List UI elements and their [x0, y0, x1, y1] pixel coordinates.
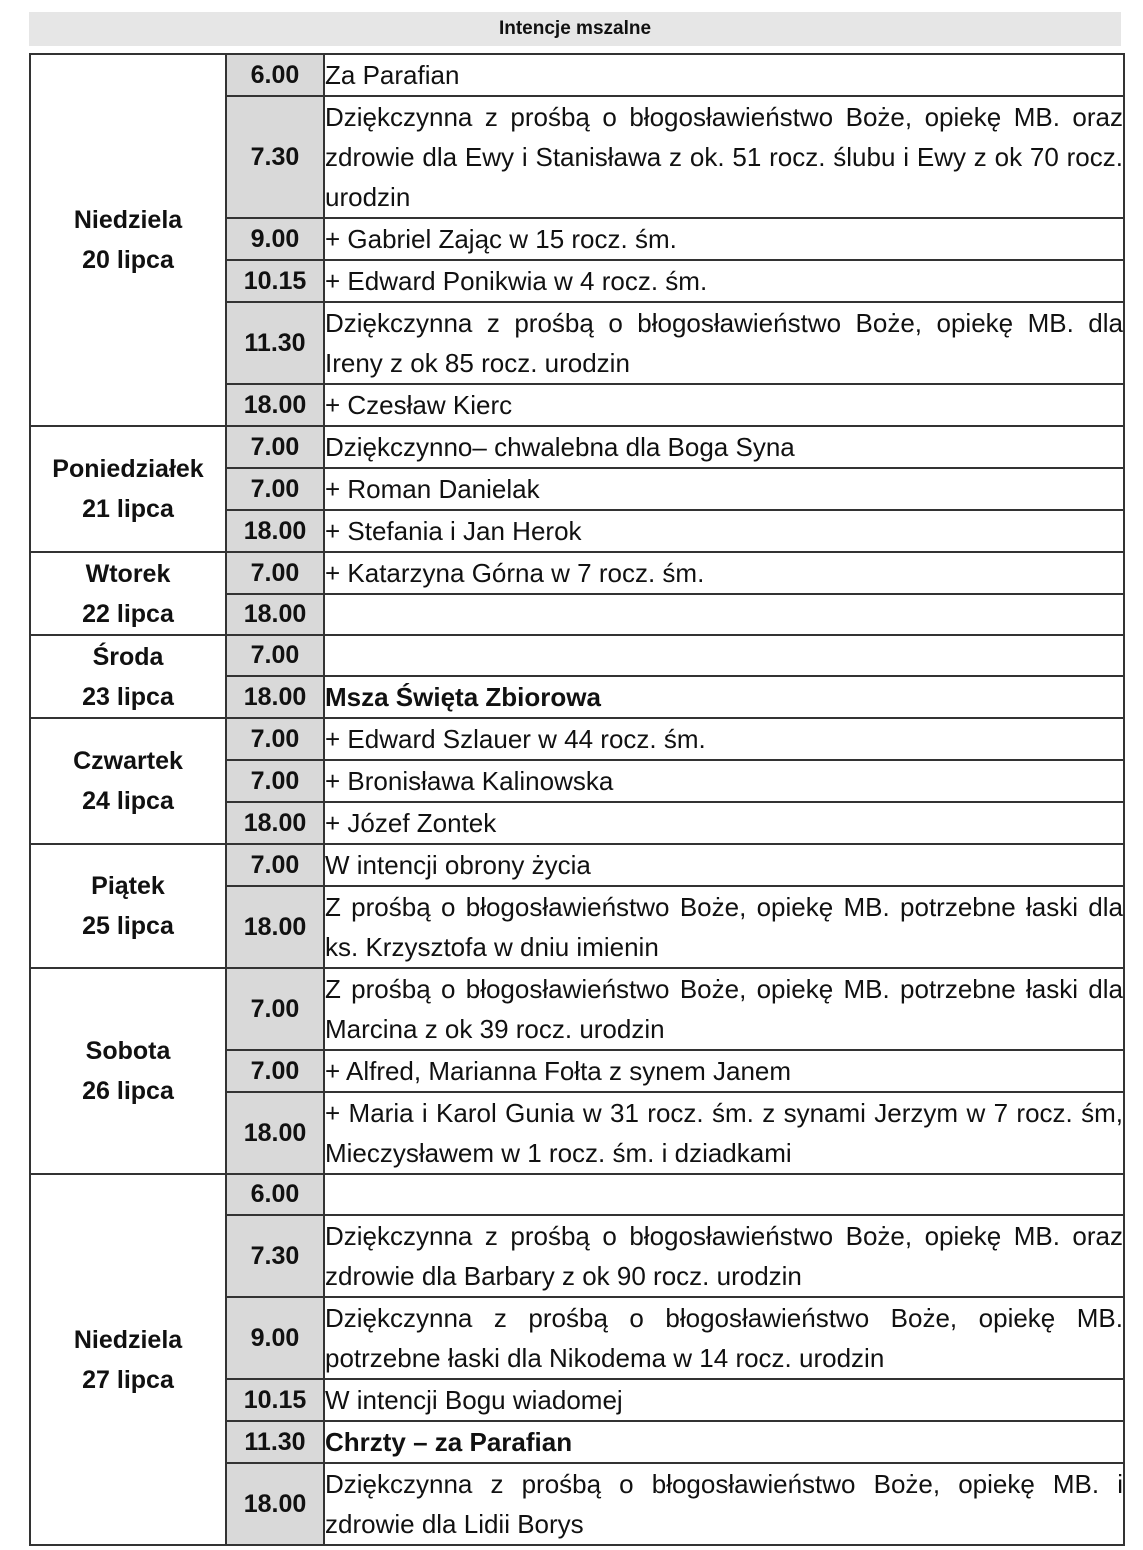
mass-intention: + Józef Zontek: [324, 802, 1124, 844]
day-name: Poniedziałek: [52, 455, 204, 483]
mass-time: 7.00: [226, 968, 324, 1050]
day-date: 20 lipca: [82, 246, 174, 274]
mass-intention: + Alfred, Marianna Fołta z synem Janem: [324, 1050, 1124, 1092]
mass-row: [30, 635, 1124, 676]
mass-time: 6.00: [226, 1174, 324, 1215]
mass-row: [30, 718, 1124, 760]
mass-intention: Dziękczynna z prośbą o błogosławieństwo Boże, opiekę MB. oraz zdrowie dla Barbary z ok 90 rocz. urodzin: [324, 1215, 1124, 1297]
mass-intention: Za Parafian: [324, 54, 1124, 96]
day-date: 23 lipca: [82, 682, 174, 711]
mass-intention: + Roman Danielak: [324, 468, 1124, 510]
day-cell: [30, 635, 226, 718]
day-date: 26 lipca: [82, 1077, 174, 1105]
mass-time: 7.00: [226, 844, 324, 886]
day-date: 25 lipca: [82, 912, 174, 940]
mass-time: 18.00: [226, 510, 324, 552]
mass-intention: + Katarzyna Górna w 7 rocz. śm.: [324, 552, 1124, 594]
mass-intention: Dziękczynno– chwalebna dla Boga Syna: [324, 426, 1124, 468]
mass-intentions-body: [30, 54, 1124, 1545]
mass-time: 9.00: [226, 1297, 324, 1379]
mass-time: 7.00: [226, 468, 324, 510]
mass-intention: Dziękczynna z prośbą o błogosławieństwo Boże, opiekę MB. i zdrowie dla Lidii Borys: [324, 1463, 1124, 1545]
day-name: Niedziela: [73, 206, 183, 234]
day-cell: [30, 718, 226, 844]
mass-intentions-table: [29, 53, 1125, 1546]
mass-time: 7.00: [226, 760, 324, 802]
mass-time: 18.00: [226, 676, 324, 718]
mass-row: [30, 552, 1124, 594]
mass-intention: [324, 635, 1124, 676]
mass-time: 7.00: [226, 635, 324, 676]
mass-time: 11.30: [226, 1421, 324, 1463]
mass-intention: + Czesław Kierc: [324, 384, 1124, 426]
mass-intention: Chrzty – za Parafian: [324, 1421, 1124, 1463]
day-name: Niedziela: [73, 1325, 183, 1354]
mass-time: 7.00: [226, 718, 324, 760]
mass-row: [30, 1174, 1124, 1215]
mass-intention: + Maria i Karol Gunia w 31 rocz. śm. z synami Jerzym w 7 rocz. śm, Mieczysławem w 1 rocz. śm. i dziadkami: [324, 1092, 1124, 1174]
day-name: Wtorek: [85, 559, 171, 588]
mass-row: [30, 968, 1124, 1050]
mass-intention: W intencji obrony życia: [324, 844, 1124, 886]
mass-intention: Z prośbą o błogosławieństwo Boże, opiekę MB. potrzebne łaski dla Marcina z ok 39 rocz. urodzin: [324, 968, 1124, 1050]
mass-time: 10.15: [226, 1379, 324, 1421]
table-title: Intencje mszalne: [29, 12, 1121, 46]
day-cell: [30, 426, 226, 552]
mass-time: 6.00: [226, 54, 324, 96]
mass-time: 10.15: [226, 260, 324, 302]
mass-row: [30, 54, 1124, 96]
mass-time: 18.00: [226, 886, 324, 968]
mass-intention: Dziękczynna z prośbą o błogosławieństwo Boże, opiekę MB. potrzebne łaski dla Nikodema w 14 rocz. urodzin: [324, 1297, 1124, 1379]
day-cell: [30, 1174, 226, 1545]
mass-time: 9.00: [226, 218, 324, 260]
mass-intention: + Edward Szlauer w 44 rocz. śm.: [324, 718, 1124, 760]
mass-intention: Dziękczynna z prośbą o błogosławieństwo Boże, opiekę MB. oraz zdrowie dla Ewy i Stanisława z ok. 51 rocz. ślubu i Ewy z ok 70 rocz. urodzin: [324, 96, 1124, 218]
day-date: 24 lipca: [82, 787, 174, 815]
mass-intention: + Stefania i Jan Herok: [324, 510, 1124, 552]
mass-time: 7.00: [226, 1050, 324, 1092]
mass-intention: + Bronisława Kalinowska: [324, 760, 1124, 802]
day-cell: [30, 844, 226, 968]
mass-time: 7.00: [226, 552, 324, 594]
mass-intention: [324, 594, 1124, 635]
mass-time: 18.00: [226, 384, 324, 426]
mass-intention: Z prośbą o błogosławieństwo Boże, opiekę MB. potrzebne łaski dla ks. Krzysztofa w dniu imienin: [324, 886, 1124, 968]
day-name: Środa: [92, 642, 164, 671]
mass-time: 7.30: [226, 1215, 324, 1297]
day-date: 22 lipca: [82, 599, 174, 628]
mass-intention: + Edward Ponikwia w 4 rocz. śm.: [324, 260, 1124, 302]
mass-time: 18.00: [226, 1092, 324, 1174]
day-date: 27 lipca: [82, 1365, 174, 1394]
mass-row: [30, 844, 1124, 886]
mass-time: 18.00: [226, 1463, 324, 1545]
day-cell: [30, 54, 226, 426]
mass-time: 7.00: [226, 426, 324, 468]
mass-time: 18.00: [226, 594, 324, 635]
day-date: 21 lipca: [82, 495, 174, 523]
day-name: Piątek: [91, 872, 165, 900]
mass-intention: + Gabriel Zając w 15 rocz. śm.: [324, 218, 1124, 260]
mass-time: 11.30: [226, 302, 324, 384]
mass-time: 7.30: [226, 96, 324, 218]
mass-time: 18.00: [226, 802, 324, 844]
day-name: Sobota: [85, 1037, 171, 1065]
day-cell: [30, 968, 226, 1174]
mass-intention: W intencji Bogu wiadomej: [324, 1379, 1124, 1421]
mass-intention: Dziękczynna z prośbą o błogosławieństwo Boże, opiekę MB. dla Ireny z ok 85 rocz. urodzin: [324, 302, 1124, 384]
day-cell: [30, 552, 226, 635]
mass-row: [30, 426, 1124, 468]
mass-intention: [324, 1174, 1124, 1215]
mass-intention: Msza Święta Zbiorowa: [324, 676, 1124, 718]
day-name: Czwartek: [73, 747, 183, 775]
